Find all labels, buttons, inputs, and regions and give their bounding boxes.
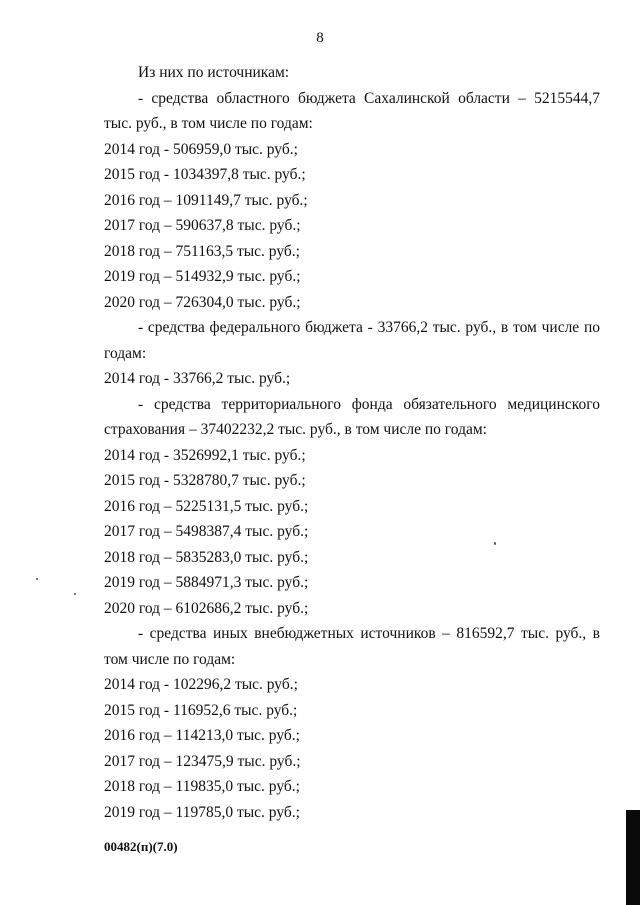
- scan-edge-mark: [626, 810, 640, 905]
- year-line: 2017 год – 123475,9 тыс. руб.;: [104, 752, 301, 770]
- year-line: 2014 год - 102296,2 тыс. руб.;: [104, 676, 298, 693]
- year-line: 2014 год - 3526992,1 тыс. руб.;: [104, 446, 306, 464]
- year-line: 2020 год – 726304,0 тыс. руб.;: [104, 293, 301, 311]
- year-line: 2015 год - 5328780,7 тыс. руб.;: [104, 472, 306, 489]
- year-line: 2019 год – 514932,9 тыс. руб.;: [104, 268, 301, 285]
- document-body: [104, 60, 600, 825]
- year-line: 2016 год – 114213,0 тыс. руб.;: [104, 727, 300, 744]
- year-line: 2020 год – 6102686,2 тыс. руб.;: [104, 599, 309, 617]
- year-line: 2018 год – 119835,0 тыс. руб.;: [104, 778, 300, 795]
- funding-source-medical-insurance-fund: [104, 392, 600, 622]
- source-heading: - средства областного бюджета Сахалинской области – 5215544,7 тыс. руб., в том числе по годам:: [104, 89, 600, 132]
- scan-speck: [36, 578, 38, 580]
- year-line: 2018 год – 5835283,0 тыс. руб.;: [104, 548, 309, 566]
- page-number: 8: [316, 30, 324, 46]
- year-line: 2016 год – 1091149,7 тыс. руб.;: [104, 191, 308, 209]
- intro-line: Из них по источникам:: [138, 64, 290, 81]
- scan-speck: [494, 542, 496, 545]
- year-line: 2019 год – 5884971,3 тыс. руб.;: [104, 574, 309, 591]
- source-heading: - средства территориального фонда обязательного медицинского страхования – 37402232,2 тыс. руб., в том числе по годам:: [104, 395, 600, 438]
- year-line: 2015 год - 116952,6 тыс. руб.;: [104, 701, 298, 719]
- funding-source-regional-budget: [104, 86, 600, 316]
- year-line: 2019 год – 119785,0 тыс. руб.;: [104, 803, 300, 821]
- source-heading: - средства иных внебюджетных источников – 816592,7 тыс. руб., в том числе по годам:: [104, 625, 600, 668]
- year-line: 2014 год - 33766,2 тыс. руб.;: [104, 370, 291, 387]
- year-line: 2014 год - 506959,0 тыс. руб.;: [104, 140, 298, 158]
- funding-source-other-extrabudgetary: [104, 621, 600, 825]
- year-line: 2018 год – 751163,5 тыс. руб.;: [104, 242, 300, 260]
- source-heading: - средства федерального бюджета - 33766,2 тыс. руб., в том числе по годам:: [104, 319, 600, 362]
- scan-speck: [74, 593, 76, 595]
- year-line: 2017 год – 590637,8 тыс. руб.;: [104, 217, 301, 234]
- funding-source-federal-budget: [104, 315, 600, 392]
- year-line: 2016 год – 5225131,5 тыс. руб.;: [104, 497, 309, 515]
- document-code: 00482(п)(7.0): [104, 839, 178, 854]
- year-line: 2015 год - 1034397,8 тыс. руб.;: [104, 166, 306, 183]
- year-line: 2017 год – 5498387,4 тыс. руб.;: [104, 523, 309, 540]
